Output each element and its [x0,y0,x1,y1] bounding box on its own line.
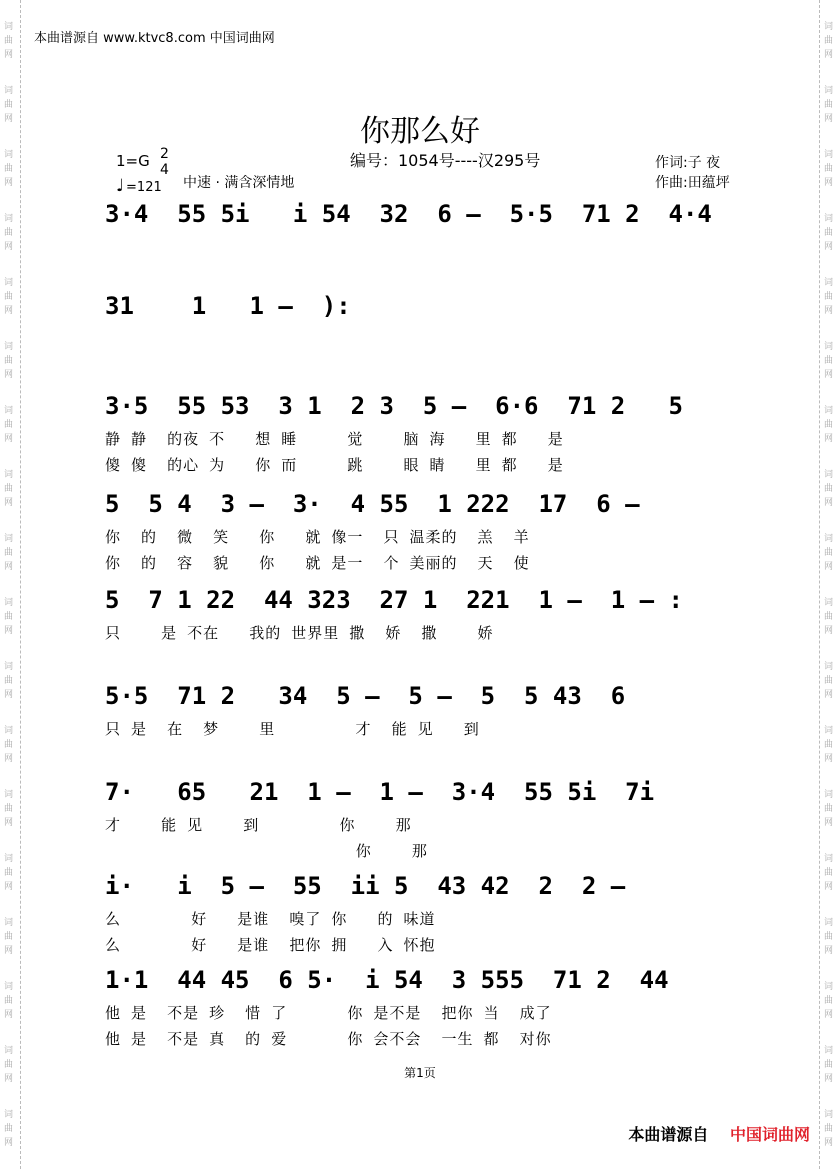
side-mark: 词 [4,22,14,32]
source-header: 本曲谱源自 www.ktvc8.com 中国词曲网 [34,31,275,46]
side-mark: 网 [824,754,834,764]
side-mark: 词 [824,470,834,480]
side-mark: 词 [824,342,834,352]
score-row [105,200,750,240]
notation-line: 7· 65 21 1 — 1 — 3·4 55 5i 7i [105,778,655,806]
side-mark: 词 [824,86,834,96]
lyric-line: 么 好 是谁 把你 拥 入 怀抱 [105,936,436,954]
lyric-line: 他 是 不是 真 的 爱 你 会不会 一生 都 对你 [105,1030,552,1048]
side-mark: 词 [4,278,14,288]
side-mark: 词 [824,1046,834,1056]
notation-line: 3·5 55 53 3 1 2 3 5 — 6·6 71 2 5 [105,392,683,420]
side-mark: 曲 [4,932,14,942]
side-mark: 词 [824,278,834,288]
side-mark: 词 [4,1046,14,1056]
side-mark: 网 [4,242,14,252]
side-mark: 曲 [824,1124,834,1134]
side-mark: 网 [4,562,14,572]
side-mark: 词 [824,790,834,800]
side-mark: 网 [4,50,14,60]
left-watermark-strip [0,0,21,1169]
side-mark: 词 [824,150,834,160]
lyric-line: 么 好 是谁 嗅了 你 的 味道 [105,910,436,928]
side-mark: 网 [824,1138,834,1148]
side-mark: 曲 [824,484,834,494]
side-mark: 词 [4,150,14,160]
side-mark: 网 [4,626,14,636]
time-top: 2 [160,146,169,162]
side-mark: 曲 [824,868,834,878]
side-mark: 词 [824,662,834,672]
lyric-line: 只 是 不在 我的 世界里 撒 娇 撒 娇 [105,624,494,642]
lyric-line: 静 静 的夜 不 想 睡 觉 脑 海 里 都 是 [105,430,564,448]
side-mark: 曲 [4,420,14,430]
side-mark: 词 [4,1110,14,1120]
side-mark: 曲 [4,868,14,878]
tempo-marking: ♩ =121 [116,176,162,196]
side-mark: 网 [4,434,14,444]
side-mark: 曲 [4,484,14,494]
side-mark: 网 [824,370,834,380]
side-mark: 词 [4,982,14,992]
side-mark: 网 [4,306,14,316]
side-mark: 词 [4,790,14,800]
side-mark: 词 [824,406,834,416]
side-mark: 网 [4,1010,14,1020]
score-row [105,490,750,572]
time-bottom: 4 [160,162,169,178]
side-mark: 曲 [824,996,834,1006]
side-mark: 网 [824,562,834,572]
side-mark: 曲 [4,612,14,622]
side-mark: 词 [4,86,14,96]
score-row [105,682,750,738]
notation-line: 31 1 1 — ): [105,292,351,320]
side-mark: 词 [4,406,14,416]
side-mark: 曲 [4,740,14,750]
side-mark: 网 [4,882,14,892]
score-row [105,586,750,642]
lyricist-credit: 作词:子 夜 [655,155,721,171]
key-signature: 1=G [116,152,150,170]
time-signature [160,146,169,178]
side-mark: 曲 [824,420,834,430]
notation-line: 3·4 55 5i i 54 32 6 — 5·5 71 2 4·4 [105,200,712,228]
side-mark: 网 [4,178,14,188]
side-mark: 曲 [824,292,834,302]
side-mark: 网 [824,50,834,60]
lyric-line: 他 是 不是 珍 惜 了 你 是不是 把你 当 成了 [105,1004,552,1022]
footer-prefix: 本曲谱源自 [628,1125,709,1144]
side-mark: 词 [824,214,834,224]
side-mark: 曲 [824,740,834,750]
side-mark: 曲 [4,804,14,814]
side-mark: 词 [824,726,834,736]
side-mark: 网 [824,690,834,700]
side-mark: 曲 [824,164,834,174]
side-mark: 网 [824,626,834,636]
side-mark: 曲 [824,356,834,366]
side-mark: 词 [824,854,834,864]
song-number: 编号：1054号----汉295号 [350,151,541,170]
side-mark: 网 [824,882,834,892]
footer-brand: 中国词曲网 [729,1125,810,1144]
side-mark: 网 [4,1074,14,1084]
composer-credit: 作曲:田蕴坪 [655,175,730,191]
side-mark: 网 [824,1010,834,1020]
side-mark: 词 [824,918,834,928]
side-mark: 网 [824,306,834,316]
side-mark: 词 [824,1110,834,1120]
lyric-line: 你 的 容 貌 你 就 是一 个 美丽的 天 使 [105,554,530,572]
side-mark: 词 [4,214,14,224]
side-mark: 词 [4,470,14,480]
side-mark: 曲 [4,996,14,1006]
side-mark: 网 [824,498,834,508]
side-mark: 网 [824,818,834,828]
side-mark: 网 [4,946,14,956]
side-mark: 词 [4,854,14,864]
side-mark: 曲 [4,100,14,110]
expression-marking: 中速 · 满含深情地 [183,175,295,191]
side-mark: 曲 [824,676,834,686]
side-mark: 曲 [4,676,14,686]
score-row [105,872,750,954]
side-mark: 曲 [824,36,834,46]
side-mark: 曲 [824,932,834,942]
notation-line: 1·1 44 45 6 5· i 54 3 555 71 2 44 [105,966,669,994]
side-mark: 网 [824,178,834,188]
side-mark: 网 [824,114,834,124]
side-mark: 曲 [824,100,834,110]
side-mark: 曲 [4,1124,14,1134]
score-row [105,292,750,332]
side-mark: 曲 [824,804,834,814]
score-row [105,966,750,1048]
side-mark: 网 [4,690,14,700]
page-number: 第1页 [404,1066,436,1080]
notation-line: i· i 5 — 55 ii 5 43 42 2 2 — [105,872,626,900]
lyric-line: 才 能 见 到 你 那 [105,816,412,834]
side-mark: 网 [824,242,834,252]
score-row [105,778,750,860]
notation-line: 5 5 4 3 — 3· 4 55 1 222 17 6 — [105,490,640,518]
side-mark: 曲 [4,548,14,558]
side-mark: 曲 [824,1060,834,1070]
side-mark: 曲 [4,36,14,46]
lyric-line: 你 那 [105,842,428,860]
side-mark: 网 [824,434,834,444]
side-mark: 曲 [4,1060,14,1070]
side-mark: 词 [824,982,834,992]
right-watermark-strip [819,0,840,1169]
side-mark: 曲 [4,292,14,302]
side-mark: 曲 [824,228,834,238]
side-mark: 曲 [4,228,14,238]
side-mark: 词 [4,726,14,736]
side-mark: 网 [824,1074,834,1084]
notation-line: 5 7 1 22 44 323 27 1 221 1 — 1 — : [105,586,683,614]
footer-credit [628,1122,810,1145]
side-mark: 网 [4,498,14,508]
score-row [105,392,750,474]
side-mark: 网 [4,818,14,828]
song-title: 你那么好 [360,114,480,149]
side-mark: 词 [824,598,834,608]
lyric-line: 傻 傻 的心 为 你 而 跳 眼 睛 里 都 是 [105,456,564,474]
side-mark: 网 [4,1138,14,1148]
side-mark: 词 [4,918,14,928]
side-mark: 曲 [4,164,14,174]
side-mark: 词 [4,534,14,544]
side-mark: 词 [4,342,14,352]
side-mark: 词 [824,22,834,32]
side-mark: 曲 [824,548,834,558]
side-mark: 曲 [824,612,834,622]
notation-line: 5·5 71 2 34 5 — 5 — 5 5 43 6 [105,682,626,710]
side-mark: 曲 [4,356,14,366]
side-mark: 网 [4,754,14,764]
side-mark: 网 [4,114,14,124]
side-mark: 网 [4,370,14,380]
side-mark: 网 [824,946,834,956]
side-mark: 词 [824,534,834,544]
lyric-line: 你 的 微 笑 你 就 像一 只 温柔的 羔 羊 [105,528,530,546]
lyric-line: 只 是 在 梦 里 才 能 见 到 [105,720,480,738]
side-mark: 词 [4,598,14,608]
side-mark: 词 [4,662,14,672]
